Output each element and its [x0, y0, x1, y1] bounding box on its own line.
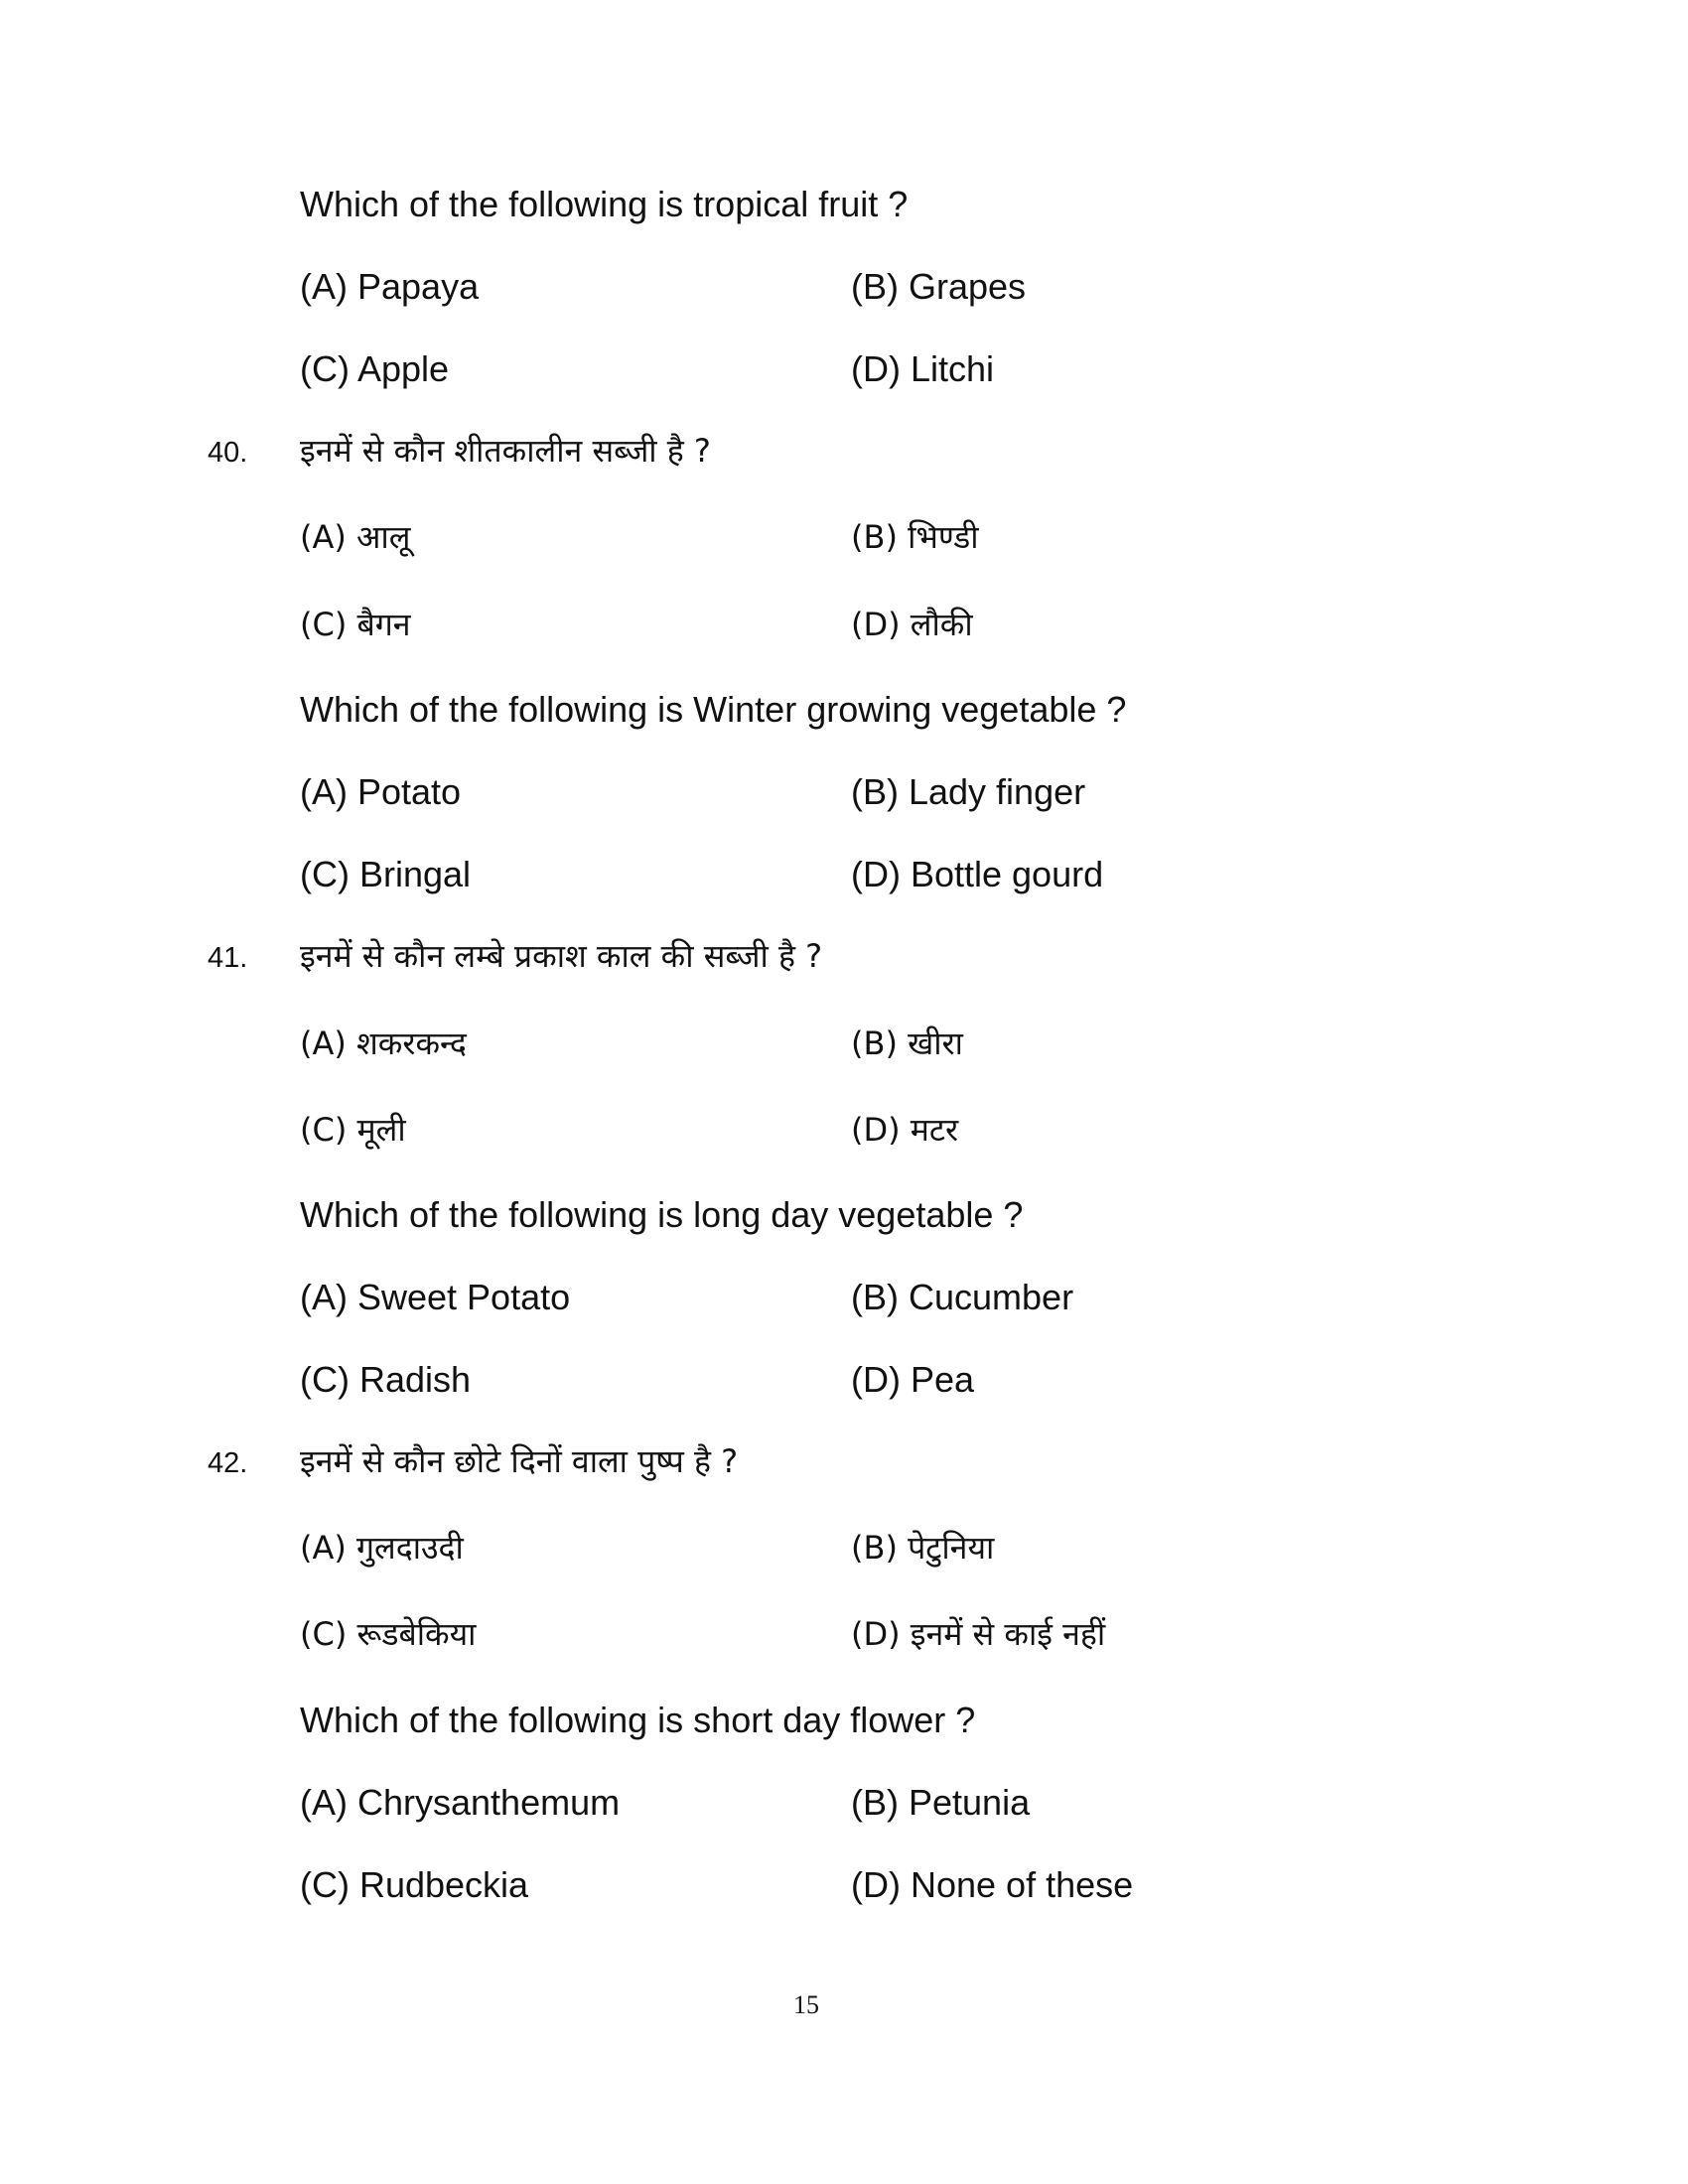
question-number: 40.	[208, 437, 248, 469]
option-b: (B) Lady finger	[851, 771, 1086, 812]
option-a: (A) Sweet Potato	[300, 1277, 571, 1317]
question-text: Which of the following is tropical fruit ?	[300, 184, 909, 224]
option-a: (A) शकरकन्द	[300, 1024, 467, 1062]
option-c: (C) रूडबेकिया	[300, 1615, 477, 1653]
option-b: (B) Grapes	[851, 266, 1027, 307]
option-c: (C) Bringal	[300, 854, 472, 894]
option-a: (A) गुलदाउदी	[300, 1529, 464, 1567]
option-c: (C) बैगन	[300, 606, 411, 643]
option-d: (D) None of these	[851, 1864, 1134, 1905]
question-text: इनमें से कौन शीतकालीन सब्जी है ?	[300, 432, 711, 470]
option-d: (D) Pea	[851, 1359, 975, 1400]
question-number: 42.	[208, 1447, 248, 1479]
option-a: (A) Papaya	[300, 266, 480, 307]
option-c: (C) Radish	[300, 1359, 472, 1400]
option-d: (D) Litchi	[851, 348, 995, 389]
question-number: 41.	[208, 942, 248, 974]
option-d: (D) इनमें से काई नहीं	[851, 1615, 1106, 1653]
question-text: Which of the following is long day vegetable ?	[300, 1194, 1024, 1235]
option-b: (B) Cucumber	[851, 1277, 1074, 1317]
page-number: 15	[793, 1990, 819, 2019]
option-c: (C) मूली	[300, 1111, 406, 1149]
option-a: (A) आलू	[300, 518, 411, 556]
question-text: इनमें से कौन लम्बे प्रकाश काल की सब्जी है ?	[300, 937, 823, 975]
question-text: Which of the following is Winter growing vegetable ?	[300, 689, 1127, 730]
option-b: (B) खीरा	[851, 1024, 963, 1062]
option-d: (D) लौकी	[851, 606, 973, 643]
option-a: (A) Chrysanthemum	[300, 1782, 621, 1823]
option-c: (C) Rudbeckia	[300, 1864, 529, 1905]
option-b: (B) पेटुनिया	[851, 1529, 995, 1567]
option-b: (B) Petunia	[851, 1782, 1031, 1823]
option-b: (B) भिण्डी	[851, 518, 979, 556]
option-d: (D) मटर	[851, 1111, 959, 1149]
option-a: (A) Potato	[300, 771, 462, 812]
question-text: इनमें से कौन छोटे दिनों वाला पुष्प है ?	[300, 1442, 739, 1480]
option-d: (D) Bottle gourd	[851, 854, 1104, 894]
question-text: Which of the following is short day flower ?	[300, 1700, 976, 1740]
option-c: (C) Apple	[300, 348, 450, 389]
